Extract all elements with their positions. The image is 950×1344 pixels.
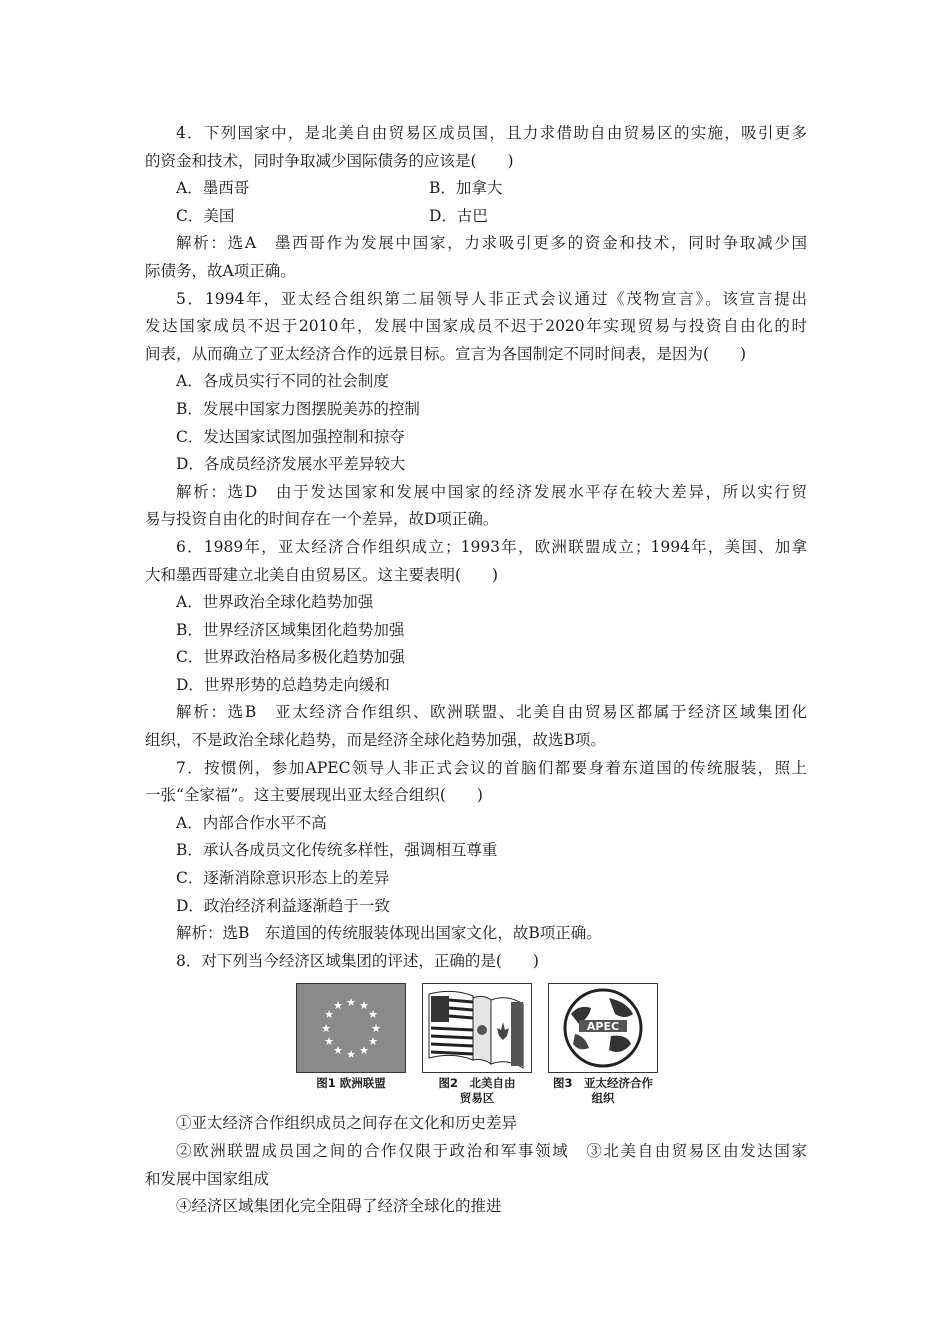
q8-statement-1: ①亚太经济合作组织成员之间存在文化和历史差异 [176,1114,518,1133]
q4-option-c: C．美国 [176,206,235,225]
apec-logo-image [548,983,658,1073]
figure-nafta-caption-line2: 贸易区 [459,1091,495,1106]
q4-answer-line2: 际债务，故A项正确。 [145,261,296,280]
q6-option-b: B．世界经济区域集团化趋势加强 [176,620,405,639]
svg-text:★: ★ [368,1008,378,1022]
document-page [145,120,807,1221]
q4-options-row2 [145,203,807,231]
q8-statement-4: ④经济区域集团化完全阻碍了经济全球化的推进 [176,1197,502,1216]
q5-answer-line2: 易与投资自由化的时间存在一个差异，故D项正确。 [145,510,499,529]
nafta-flags-image [422,983,532,1073]
q6-answer-line2: 组织，不是政治全球化趋势，而是经济全球化趋势加强，故选B项。 [145,731,606,750]
q8-figures [147,983,807,1106]
q7-option-a: A．内部合作水平不高 [176,813,327,832]
q4-stem-line2: 的资金和技术，同时争取减少国际债务的应该是( ) [145,151,514,170]
svg-text:★: ★ [321,1022,331,1036]
q6-answer-line1: 解析：选B 亚太经济合作组织、欧洲联盟、北美自由贸易区都属于经济区域集团化 [176,703,807,722]
q5-option-d: D．各成员经济发展水平差异较大 [176,455,406,474]
svg-text:★: ★ [346,1048,356,1062]
q4-stem-line1: 4．下列国家中，是北美自由贸易区成员国，且力求借助自由贸易区的实施，吸引更多 [176,124,807,142]
q7-answer-line1: 解析：选B 东道国的传统服装体现出国家文化，故B项正确。 [176,924,602,943]
eu-flag-image [296,983,406,1073]
q8-statement-2-3-line2: 和发展中国家组成 [145,1169,270,1188]
apec-logo-text: APEC [586,1020,620,1034]
q5-stem-line3: 间表，从而确立了亚太经济合作的远景目标。宣言为各国制定不同时间表，是因为( ) [145,344,747,363]
q5-stem-line2: 发达国家成员不迟于2010年，发展中国家成员不迟于2020年实现贸易与投资自由化的时 [145,317,807,336]
q5-stem-line1: 5．1994年，亚太经合组织第二届领导人非正式会议通过《茂物宣言》。该宣言提出 [176,289,807,308]
figure-apec-caption-line2: 组织 [591,1091,615,1106]
svg-text:★: ★ [359,999,369,1013]
q5-option-a: A．各成员实行不同的社会制度 [176,372,389,391]
q4-option-d: D．古巴 [429,206,488,225]
q5-option-c: C．发达国家试图加强控制和掠夺 [176,427,405,446]
figure-nafta [421,983,533,1106]
q8-stem-line1: 8．对下列当今经济区域集团的评述，正确的是( ) [176,951,539,970]
q7-stem-line2: 一张“全家福”。这主要展现出亚太经合组织( ) [145,786,483,805]
figure-nafta-caption-line1: 图2 北美自由 [438,1076,516,1091]
figure-apec [547,983,659,1106]
q7-option-b: B．承认各成员文化传统多样性，强调相互尊重 [176,841,498,860]
svg-text:★: ★ [359,1044,369,1058]
q6-option-d: D．世界形势的总趋势走向缓和 [176,675,390,694]
q5-answer-line1: 解析：选D 由于发达国家和发展中国家的经济发展水平存在较大差异，所以实行贸 [176,482,807,501]
svg-text:★: ★ [371,1022,381,1036]
q6-option-c: C．世界政治格局多极化趋势加强 [176,648,405,667]
figure-apec-caption [553,1076,653,1106]
q7-option-c: C．逐渐消除意识形态上的差异 [176,869,390,888]
q6-stem-line1: 6．1989年，亚太经济合作组织成立；1993年，欧洲联盟成立；1994年，美国、加拿 [176,537,807,556]
q6-option-a: A．世界政治全球化趋势加强 [176,593,374,612]
figure-eu-caption: 图1 欧洲联盟 [316,1076,386,1091]
q6-stem-line2: 大和墨西哥建立北美自由贸易区。这主要表明( ) [145,565,499,584]
figure-eu [295,983,407,1106]
q7-stem-line1: 7．按惯例，参加APEC领导人非正式会议的首脑们都要身着东道国的传统服装，照上 [176,758,807,777]
svg-text:★: ★ [346,996,356,1010]
svg-text:★: ★ [324,1035,334,1049]
q4-answer-line1: 解析：选A 墨西哥作为发展中国家，力求吸引更多的资金和技术，同时争取减少国 [176,234,807,253]
q4-option-a: A．墨西哥 [176,179,250,198]
svg-text:★: ★ [333,999,343,1013]
figure-apec-caption-line1: 图3 亚太经济合作 [552,1076,653,1091]
q7-option-d: D．政治经济利益逐渐趋于一致 [176,896,390,915]
figure-nafta-caption [438,1076,515,1106]
q5-option-b: B．发展中国家力图摆脱美苏的控制 [176,399,420,418]
q4-option-b: B．加拿大 [429,179,503,198]
svg-text:★: ★ [324,1008,334,1022]
svg-text:★: ★ [368,1035,378,1049]
q4-options-row1 [145,175,807,203]
svg-text:★: ★ [333,1044,343,1058]
q8-statement-2-3-line1: ②欧洲联盟成员国之间的合作仅限于政治和军事领域 ③北美自由贸易区由发达国家 [176,1142,807,1160]
